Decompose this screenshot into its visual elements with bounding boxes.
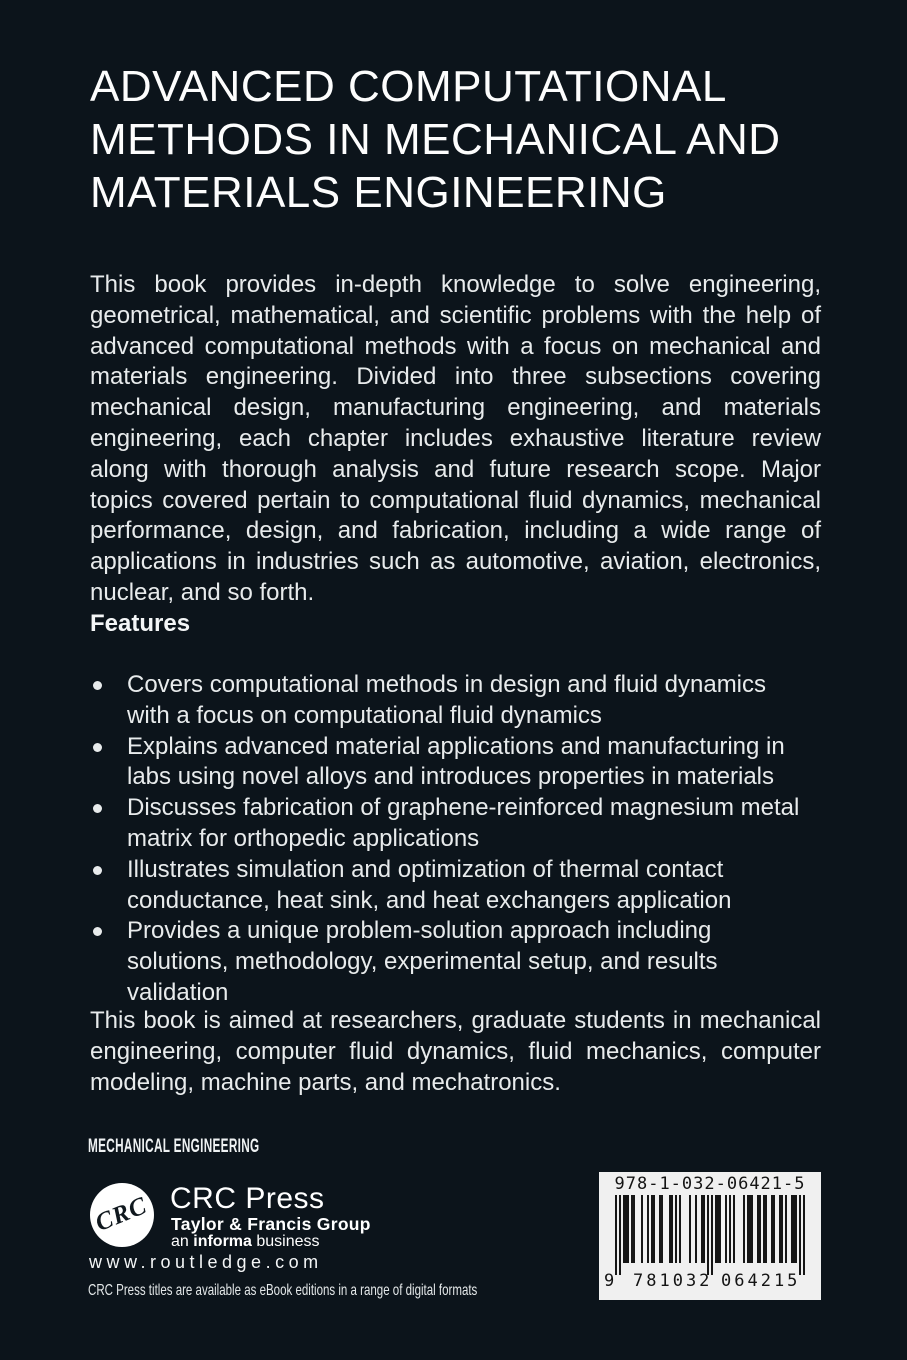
feature-text: Covers computational methods in design and fluid dynamics with a focus on computational fluid dynamics bbox=[127, 671, 767, 729]
ean-digits bbox=[599, 1172, 821, 1300]
book-description: This book provides in-depth knowledge to solve engineering, geometrical, mathematical, and scientific problems with the help of advanced computational methods with a focus on mechanical and materials engineering. Divided into three subsections covering mechanical design, manufacturing engineering, and materials engineering, each chapter includes exhaustive literature review along with thorough analysis and future research scope. Major topics covered pertain to computational fluid dynamics, mechanical performance, design, and fabrication, including a wide range of applications in industries such as automotive, aviation, electronics, nuclear, and so forth. bbox=[90, 271, 821, 606]
feature-text: Explains advanced material applications and manufacturing in labs using novel alloys and introduces properties in materials bbox=[127, 732, 785, 791]
feature-item bbox=[90, 670, 812, 732]
feature-item bbox=[90, 855, 812, 917]
bullet-dot-icon bbox=[93, 681, 102, 690]
book-title-line-2: METHODS IN MECHANICAL AND bbox=[90, 115, 781, 164]
bullet-dot-icon bbox=[93, 866, 102, 875]
crc-logo-monogram: CRC bbox=[92, 1192, 152, 1237]
audience-paragraph: This book is aimed at researchers, graduate students in mechanical engineering, computer fluid dynamics, fluid mechanics, computer modeling, machine parts, and mechatronics. bbox=[90, 1007, 821, 1096]
feature-item bbox=[90, 916, 812, 1008]
feature-text: Discusses fabrication of graphene-reinforced magnesium metal matrix for orthopedic applications bbox=[127, 794, 800, 852]
publisher-group: Taylor & Francis Group bbox=[171, 1214, 371, 1234]
features-list bbox=[90, 670, 812, 1009]
feature-text: Provides a unique problem-solution approach including solutions, methodology, experimental setup, and results validation bbox=[127, 917, 718, 1006]
feature-item bbox=[90, 732, 812, 794]
category-label: MECHANICAL ENGINEERING bbox=[88, 1136, 260, 1157]
ean-digit-group-1: 781032 bbox=[633, 1271, 713, 1291]
ean-digit-leading: 9 bbox=[604, 1271, 615, 1291]
feature-item bbox=[90, 793, 812, 855]
isbn-barcode bbox=[599, 1172, 821, 1300]
publisher-website: www.routledge.com bbox=[89, 1252, 323, 1272]
publisher-business-line bbox=[171, 1233, 320, 1251]
business-suffix: business bbox=[251, 1233, 320, 1250]
business-brand: informa bbox=[193, 1233, 252, 1250]
book-title-line-3: MATERIALS ENGINEERING bbox=[90, 168, 667, 217]
ebook-availability-note: CRC Press titles are available as eBook editions in a range of digital formats bbox=[88, 1282, 478, 1299]
book-title bbox=[90, 60, 781, 219]
isbn-number: 978-1-032-06421-5 bbox=[614, 1174, 806, 1194]
bullet-dot-icon bbox=[93, 743, 102, 752]
bullet-dot-icon bbox=[93, 927, 102, 936]
publisher-name: CRC Press bbox=[170, 1182, 325, 1215]
bullet-dot-icon bbox=[93, 804, 102, 813]
features-heading: Features bbox=[90, 610, 191, 637]
feature-text: Illustrates simulation and optimization of thermal contact conductance, heat sink, and heat exchangers application bbox=[127, 855, 732, 914]
book-title-line-1: ADVANCED COMPUTATIONAL bbox=[90, 62, 727, 111]
ean-digit-group-2: 064215 bbox=[721, 1271, 801, 1291]
crc-logo bbox=[90, 1183, 154, 1247]
business-prefix: an bbox=[171, 1233, 194, 1250]
